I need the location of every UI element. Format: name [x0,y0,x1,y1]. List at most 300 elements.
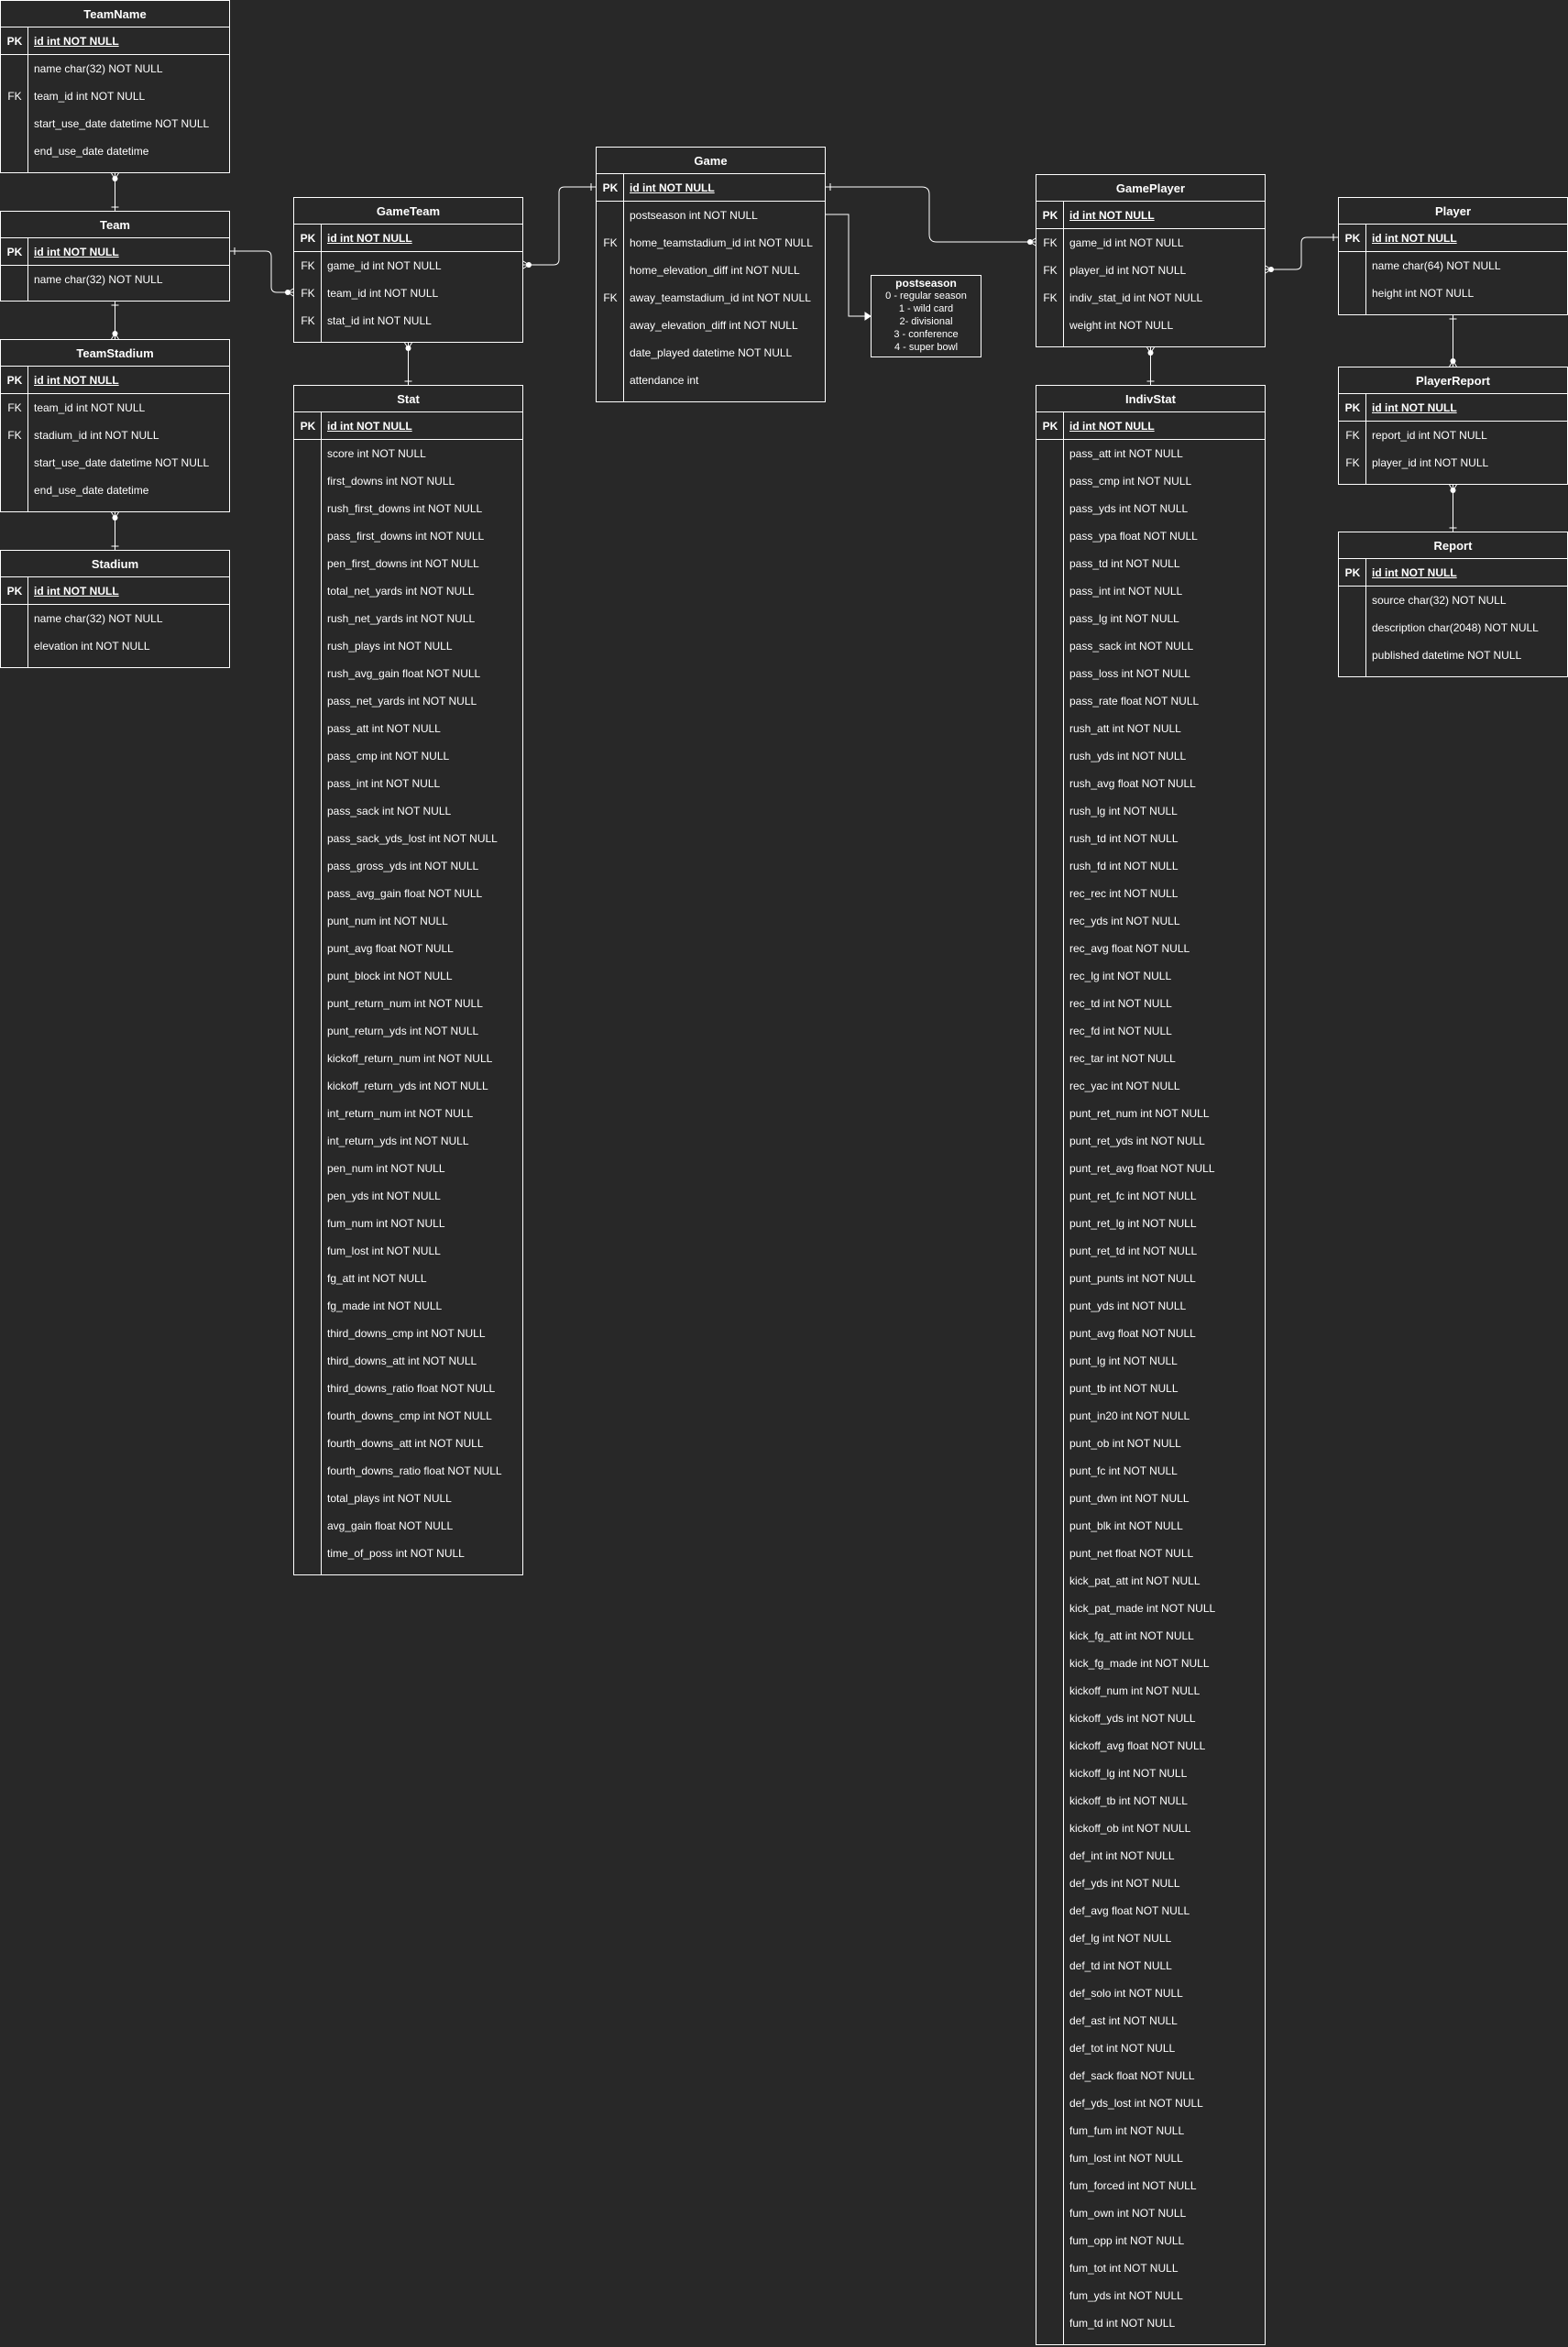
attribute-row[interactable] [1036,715,1265,742]
attribute-row[interactable] [1036,2199,1265,2227]
entity-title: IndivStat [1036,386,1265,412]
attribute-name: pass_avg_gain float NOT NULL [327,887,483,900]
attribute-name: rec_rec int NOT NULL [1069,887,1179,900]
attribute-row[interactable] [1036,1540,1265,1567]
attribute-row[interactable] [1036,962,1265,990]
key-marker: PK [1042,209,1058,222]
attribute-name: fum_lost int NOT NULL [1069,2152,1183,2165]
attribute-name: avg_gain float NOT NULL [327,1519,454,1532]
primary-key-row[interactable] [294,412,522,440]
attribute-name: rush_yds int NOT NULL [1069,750,1187,762]
attribute-name: rush_fd int NOT NULL [1069,860,1179,872]
attribute-name: fum_opp int NOT NULL [1069,2234,1185,2247]
attribute-row[interactable] [294,687,522,715]
note-title: postseason [895,277,957,290]
attribute-row[interactable] [294,280,522,307]
attribute-row[interactable] [597,229,825,257]
attribute-row[interactable] [294,825,522,852]
attribute-name: pass_cmp int NOT NULL [1069,475,1192,488]
attribute-row[interactable] [1036,1622,1265,1650]
entity-gameteam[interactable] [293,197,523,343]
attribute-row[interactable] [294,962,522,990]
crow-foot-marker [112,173,119,179]
attribute-name: punt_yds int NOT NULL [1069,1300,1187,1312]
entity-report[interactable] [1338,532,1568,677]
attribute-row[interactable] [1036,1485,1265,1512]
attribute-row[interactable] [1036,1980,1265,2007]
attribute-row[interactable] [1036,550,1265,577]
relationship-line [826,187,1036,242]
attribute-row[interactable] [1339,252,1567,280]
entity-title: Team [1,212,229,238]
attribute-row[interactable] [1036,1072,1265,1100]
attribute-name: published datetime NOT NULL [1372,649,1522,662]
attribute-row[interactable] [1036,1182,1265,1210]
attribute-row[interactable] [1036,2254,1265,2282]
primary-key-row[interactable] [597,174,825,202]
entity-teamstadium[interactable] [0,339,230,512]
attribute-name: punt_in20 int NOT NULL [1069,1409,1190,1422]
attribute-row[interactable] [1036,1100,1265,1127]
attribute-row[interactable] [294,990,522,1017]
attribute-name: third_downs_ratio float NOT NULL [327,1382,496,1395]
attribute-name: fum_fum int NOT NULL [1069,2124,1185,2137]
attribute-row[interactable] [1036,495,1265,522]
entity-title: PlayerReport [1339,367,1567,394]
attribute-name: report_id int NOT NULL [1372,429,1487,442]
key-marker: FK [7,429,22,442]
attribute-row[interactable] [1,394,229,422]
attribute-name: name char(64) NOT NULL [1372,259,1501,272]
attribute-row[interactable] [294,1017,522,1045]
optional-circle-marker [1451,488,1456,493]
attribute-row[interactable] [294,1485,522,1512]
attribute-name: punt_dwn int NOT NULL [1069,1492,1190,1505]
attribute-row[interactable] [1339,642,1567,669]
attribute-row[interactable] [1036,825,1265,852]
attribute-row[interactable] [1036,1375,1265,1402]
attribute-row[interactable] [1,266,229,293]
attribute-row[interactable] [1036,1815,1265,1842]
attribute-name: id int NOT NULL [327,232,412,245]
attribute-row[interactable] [294,307,522,335]
attribute-row[interactable] [1,632,229,660]
key-marker: FK [1345,456,1360,469]
entity-stat[interactable] [293,385,523,1575]
key-marker: FK [1345,429,1360,442]
attribute-row[interactable] [1036,2144,1265,2172]
attribute-row[interactable] [1339,614,1567,642]
attribute-row[interactable] [1036,935,1265,962]
attribute-name: away_elevation_diff int NOT NULL [630,319,798,332]
attribute-name: punt_ret_lg int NOT NULL [1069,1217,1197,1230]
optional-circle-marker [113,331,118,336]
attribute-name: fg_made int NOT NULL [327,1300,443,1312]
attribute-name: weight int NOT NULL [1069,319,1174,332]
attribute-name: punt_ob int NOT NULL [1069,1437,1181,1450]
attribute-row[interactable] [1036,467,1265,495]
attribute-row[interactable] [294,1237,522,1265]
attribute-row[interactable] [1036,1842,1265,1870]
primary-key-row[interactable] [1339,225,1567,252]
attribute-row[interactable] [597,284,825,312]
attribute-row[interactable] [1036,1292,1265,1320]
attribute-row[interactable] [1036,1732,1265,1760]
attribute-row[interactable] [597,202,825,229]
attribute-row[interactable] [1036,907,1265,935]
attribute-row[interactable] [294,1265,522,1292]
attribute-name: punt_blk int NOT NULL [1069,1519,1183,1532]
attribute-name: pen_yds int NOT NULL [327,1190,441,1202]
attribute-name: description char(2048) NOT NULL [1372,621,1539,634]
attribute-name: punt_avg float NOT NULL [327,942,454,955]
attribute-name: punt_ret_avg float NOT NULL [1069,1162,1215,1175]
attribute-name: punt_ret_num int NOT NULL [1069,1107,1210,1120]
attribute-row[interactable] [1036,1045,1265,1072]
attribute-name: def_lg int NOT NULL [1069,1932,1172,1945]
attribute-row[interactable] [1036,1237,1265,1265]
primary-key-row[interactable] [1,367,229,394]
attribute-row[interactable] [1036,1320,1265,1347]
attribute-row[interactable] [294,907,522,935]
primary-key-row[interactable] [1,238,229,266]
relationship-line [1266,237,1338,269]
crow-foot-marker [112,512,119,518]
attribute-row[interactable] [1036,1760,1265,1787]
entity-stadium[interactable] [0,550,230,668]
attribute-name: away_teamstadium_id int NOT NULL [630,291,811,304]
attribute-row[interactable] [1036,1265,1265,1292]
attribute-row[interactable] [294,440,522,467]
attribute-name: pass_net_yards int NOT NULL [327,695,477,707]
attribute-name: rush_first_downs int NOT NULL [327,502,483,515]
attribute-name: name char(32) NOT NULL [34,273,163,286]
entity-playerreport[interactable] [1338,367,1568,485]
attribute-row[interactable] [1036,522,1265,550]
attribute-row[interactable] [1036,1127,1265,1155]
entity-title: GamePlayer [1036,175,1265,202]
attribute-name: def_int int NOT NULL [1069,1849,1175,1862]
optional-circle-marker [113,176,118,181]
attribute-row[interactable] [1,422,229,449]
attribute-row[interactable] [1339,449,1567,477]
attribute-name: pass_sack_yds_lost int NOT NULL [327,832,498,845]
entity-title: GameTeam [294,198,522,225]
attribute-row[interactable] [1,449,229,477]
key-marker: FK [1043,291,1058,304]
attribute-row[interactable] [294,1127,522,1155]
attribute-name: punt_ret_fc int NOT NULL [1069,1190,1197,1202]
attribute-row[interactable] [294,1072,522,1100]
optional-circle-marker [526,262,532,268]
attribute-name: pass_lg int NOT NULL [1069,612,1179,625]
attribute-row[interactable] [1036,1567,1265,1595]
attribute-name: elevation int NOT NULL [34,640,150,653]
attribute-row[interactable] [1036,770,1265,797]
primary-key-row[interactable] [1339,559,1567,587]
attribute-row[interactable] [294,852,522,880]
attribute-row[interactable] [1,110,229,137]
attribute-row[interactable] [294,632,522,660]
attribute-row[interactable] [294,1512,522,1540]
attribute-row[interactable] [1036,605,1265,632]
attribute-row[interactable] [294,1210,522,1237]
attribute-row[interactable] [294,1402,522,1430]
attribute-name: fum_num int NOT NULL [327,1217,445,1230]
attribute-name: stat_id int NOT NULL [327,314,432,327]
attribute-row[interactable] [294,1375,522,1402]
attribute-name: stadium_id int NOT NULL [34,429,159,442]
attribute-row[interactable] [1036,1595,1265,1622]
attribute-row[interactable] [1036,852,1265,880]
attribute-name: kick_pat_att int NOT NULL [1069,1574,1201,1587]
attribute-row[interactable] [1036,2282,1265,2309]
attribute-row[interactable] [1036,1347,1265,1375]
attribute-row[interactable] [1036,1787,1265,1815]
attribute-name: kickoff_avg float NOT NULL [1069,1739,1206,1752]
key-marker: FK [1043,236,1058,249]
attribute-name: fg_att int NOT NULL [327,1272,427,1285]
attribute-name: kick_pat_made int NOT NULL [1069,1602,1216,1615]
attribute-name: pass_ypa float NOT NULL [1069,530,1198,543]
optional-circle-marker [406,345,411,351]
attribute-row[interactable] [294,1045,522,1072]
attribute-row[interactable] [1036,1870,1265,1897]
crow-foot-marker [1147,347,1155,353]
attribute-row[interactable] [1036,797,1265,825]
attribute-row[interactable] [1036,1402,1265,1430]
attribute-name: kickoff_ob int NOT NULL [1069,1822,1191,1835]
attribute-row[interactable] [1036,2007,1265,2034]
attribute-row[interactable] [597,339,825,367]
attribute-row[interactable] [294,1100,522,1127]
attribute-row[interactable] [1036,312,1265,339]
attribute-name: fum_lost int NOT NULL [327,1245,441,1257]
attribute-row[interactable] [1036,742,1265,770]
optional-circle-marker [1268,267,1274,272]
attribute-row[interactable] [294,550,522,577]
attribute-name: id int NOT NULL [34,35,119,48]
attribute-row[interactable] [1036,1897,1265,1925]
attribute-row[interactable] [1036,1677,1265,1705]
attribute-name: pass_att int NOT NULL [1069,447,1183,460]
attribute-row[interactable] [1036,2034,1265,2062]
attribute-name: third_downs_att int NOT NULL [327,1354,477,1367]
attribute-name: score int NOT NULL [327,447,426,460]
attribute-name: def_solo int NOT NULL [1069,1987,1183,2000]
primary-key-row[interactable] [1,577,229,605]
attribute-row[interactable] [294,1182,522,1210]
postseason-note [871,275,981,357]
attribute-row[interactable] [294,1320,522,1347]
attribute-name: pass_int int NOT NULL [327,777,441,790]
relationship-line [523,187,596,265]
attribute-name: fourth_downs_att int NOT NULL [327,1437,484,1450]
attribute-name: team_id int NOT NULL [34,401,146,414]
attribute-name: punt_return_num int NOT NULL [327,997,483,1010]
attribute-row[interactable] [1036,660,1265,687]
attribute-row[interactable] [1,605,229,632]
entity-teamname[interactable] [0,0,230,173]
attribute-row[interactable] [294,605,522,632]
attribute-name: id int NOT NULL [1372,232,1457,245]
primary-key-row[interactable] [1036,202,1265,229]
attribute-name: def_yds int NOT NULL [1069,1877,1180,1890]
attribute-name: rec_yds int NOT NULL [1069,915,1180,927]
attribute-row[interactable] [1036,687,1265,715]
relationship-line [230,251,293,292]
attribute-name: rush_plays int NOT NULL [327,640,453,653]
attribute-row[interactable] [1036,2309,1265,2337]
note-line: 3 - conference [894,329,959,340]
attribute-row[interactable] [294,522,522,550]
attribute-row[interactable] [294,1457,522,1485]
key-marker: FK [301,259,315,272]
attribute-name: name char(32) NOT NULL [34,612,163,625]
attribute-name: id int NOT NULL [34,585,119,598]
attribute-row[interactable] [1036,1650,1265,1677]
attribute-row[interactable] [1036,1017,1265,1045]
attribute-row[interactable] [1036,1925,1265,1952]
key-marker: PK [300,420,316,433]
attribute-row[interactable] [597,257,825,284]
attribute-row[interactable] [294,1292,522,1320]
attribute-row[interactable] [1,82,229,110]
attribute-row[interactable] [1036,1512,1265,1540]
attribute-row[interactable] [1036,2062,1265,2089]
attribute-name: indiv_stat_id int NOT NULL [1069,291,1203,304]
attribute-row[interactable] [1036,2089,1265,2117]
attribute-row[interactable] [294,1347,522,1375]
key-marker: PK [6,374,23,387]
primary-key-row[interactable] [294,225,522,252]
attribute-row[interactable] [294,577,522,605]
optional-circle-marker [1451,358,1456,364]
attribute-name: pass_yds int NOT NULL [1069,502,1189,515]
attribute-name: def_tot int NOT NULL [1069,2042,1176,2055]
attribute-name: def_yds_lost int NOT NULL [1069,2097,1203,2110]
entity-gameplayer[interactable] [1036,174,1266,347]
primary-key-row[interactable] [1,27,229,55]
attribute-row[interactable] [294,797,522,825]
attribute-row[interactable] [597,312,825,339]
attribute-row[interactable] [1036,1210,1265,1237]
attribute-row[interactable] [294,1430,522,1457]
attribute-row[interactable] [294,1155,522,1182]
attribute-name: punt_ret_td int NOT NULL [1069,1245,1198,1257]
attribute-row[interactable] [1036,632,1265,660]
attribute-name: rec_fd int NOT NULL [1069,1025,1172,1037]
attribute-name: rec_tar int NOT NULL [1069,1052,1176,1065]
attribute-row[interactable] [294,660,522,687]
attribute-row[interactable] [294,742,522,770]
attribute-row[interactable] [1036,2117,1265,2144]
attribute-name: third_downs_cmp int NOT NULL [327,1327,486,1340]
attribute-row[interactable] [1,137,229,165]
attribute-name: id int NOT NULL [630,181,715,194]
attribute-name: home_elevation_diff int NOT NULL [630,264,800,277]
entity-indivstat[interactable] [1036,385,1266,2345]
attribute-row[interactable] [1036,2227,1265,2254]
attribute-name: id int NOT NULL [327,420,412,433]
attribute-row[interactable] [1036,1952,1265,1980]
attribute-row[interactable] [1036,1457,1265,1485]
entity-team[interactable] [0,211,230,302]
attribute-name: kickoff_tb int NOT NULL [1069,1794,1188,1807]
attribute-row[interactable] [294,495,522,522]
attribute-name: kickoff_lg int NOT NULL [1069,1767,1188,1780]
attribute-row[interactable] [294,467,522,495]
key-marker: PK [6,585,23,598]
attribute-row[interactable] [294,770,522,797]
key-marker: FK [7,401,22,414]
attribute-row[interactable] [597,367,825,394]
attribute-name: punt_net float NOT NULL [1069,1547,1194,1560]
attribute-name: kickoff_yds int NOT NULL [1069,1712,1196,1725]
attribute-name: rush_avg_gain float NOT NULL [327,667,481,680]
attribute-name: pass_att int NOT NULL [327,722,441,735]
attribute-row[interactable] [1036,284,1265,312]
attribute-row[interactable] [1036,257,1265,284]
optional-circle-marker [1148,350,1154,356]
attribute-name: pass_gross_yds int NOT NULL [327,860,479,872]
attribute-row[interactable] [1,477,229,504]
primary-key-row[interactable] [1339,394,1567,422]
attribute-name: pass_first_downs int NOT NULL [327,530,485,543]
entity-title: Game [597,148,825,174]
attribute-row[interactable] [1339,422,1567,449]
attribute-name: fourth_downs_cmp int NOT NULL [327,1409,492,1422]
attribute-name: id int NOT NULL [1069,209,1155,222]
attribute-name: game_id int NOT NULL [1069,236,1184,249]
attribute-row[interactable] [1036,229,1265,257]
attribute-name: id int NOT NULL [34,246,119,258]
attribute-row[interactable] [294,935,522,962]
attribute-row[interactable] [1036,2172,1265,2199]
attribute-row[interactable] [1036,440,1265,467]
attribute-name: kickoff_return_yds int NOT NULL [327,1080,488,1092]
attribute-name: rec_td int NOT NULL [1069,997,1172,1010]
attribute-row[interactable] [294,1540,522,1567]
attribute-row[interactable] [1036,1705,1265,1732]
attribute-name: game_id int NOT NULL [327,259,442,272]
attribute-name: rush_avg float NOT NULL [1069,777,1196,790]
attribute-row[interactable] [1,55,229,82]
attribute-name: int_return_yds int NOT NULL [327,1135,469,1147]
attribute-row[interactable] [1339,280,1567,307]
attribute-row[interactable] [1036,1155,1265,1182]
entity-game[interactable] [596,147,826,402]
attribute-name: kick_fg_made int NOT NULL [1069,1657,1210,1670]
attribute-row[interactable] [294,715,522,742]
entity-player[interactable] [1338,197,1568,315]
key-marker: PK [300,232,316,245]
crow-foot-marker [1450,485,1457,490]
attribute-name: pass_int int NOT NULL [1069,585,1183,598]
attribute-row[interactable] [294,880,522,907]
attribute-row[interactable] [1036,1430,1265,1457]
key-marker: FK [7,90,22,103]
attribute-row[interactable] [1036,577,1265,605]
attribute-row[interactable] [1036,880,1265,907]
attribute-row[interactable] [1036,990,1265,1017]
attribute-name: kick_fg_att int NOT NULL [1069,1629,1194,1642]
attribute-name: pass_cmp int NOT NULL [327,750,450,762]
primary-key-row[interactable] [1036,412,1265,440]
attribute-row[interactable] [1339,587,1567,614]
attribute-row[interactable] [294,252,522,280]
key-marker: PK [1344,232,1361,245]
